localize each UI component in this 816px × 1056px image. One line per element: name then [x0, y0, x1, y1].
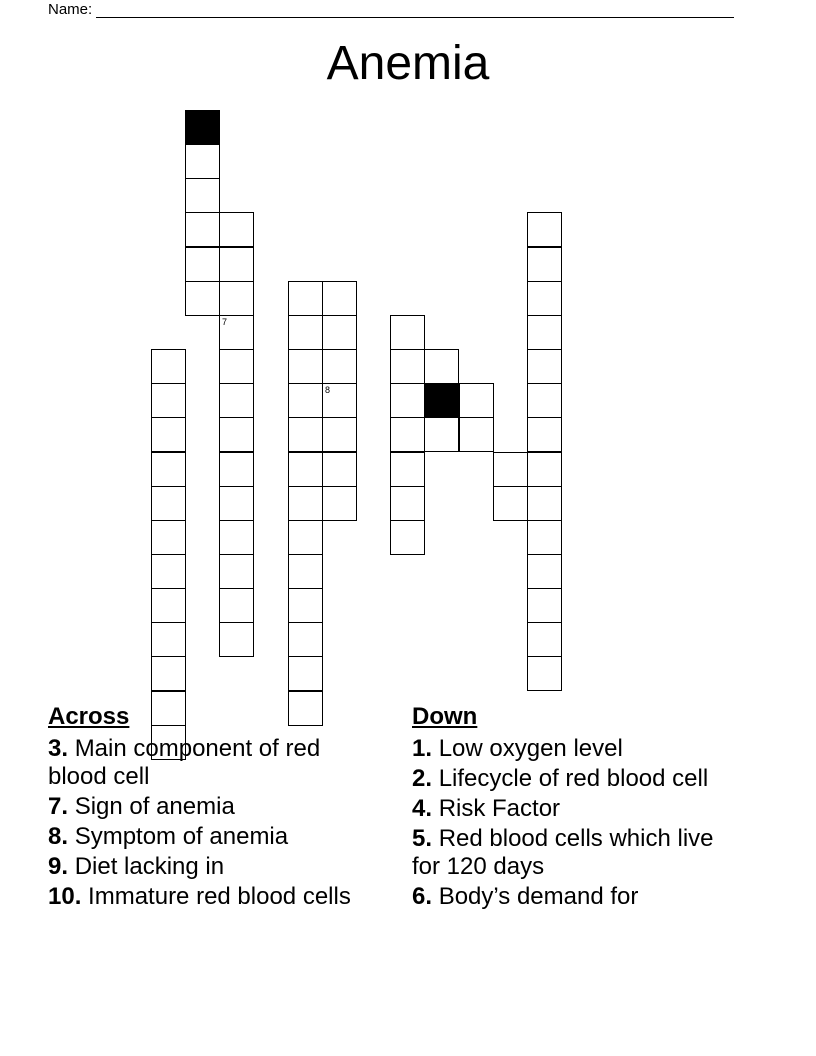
across-clue-list — [48, 735, 378, 911]
grid-cell[interactable] — [151, 656, 186, 691]
grid-cell[interactable] — [390, 486, 425, 521]
grid-cell[interactable] — [493, 486, 528, 521]
grid-cell[interactable] — [219, 349, 254, 384]
grid-cell[interactable] — [322, 315, 357, 350]
grid-black-square — [185, 110, 220, 145]
grid-cell[interactable] — [151, 383, 186, 418]
clue-number: 1. — [412, 735, 433, 762]
grid-cell[interactable] — [219, 588, 254, 623]
grid-cell[interactable] — [288, 486, 323, 521]
grid-cell[interactable] — [219, 622, 254, 657]
grid-cell[interactable] — [185, 281, 220, 316]
clue-text: Body’s demand for — [438, 883, 639, 910]
grid-cell[interactable] — [390, 417, 425, 452]
grid-cell[interactable] — [527, 452, 562, 487]
grid-cell[interactable] — [459, 417, 494, 452]
grid-cell[interactable] — [151, 554, 186, 589]
grid-cell[interactable] — [459, 383, 494, 418]
clue-number: 4. — [412, 795, 433, 822]
grid-cell[interactable] — [288, 383, 323, 418]
clue-number: 2. — [412, 765, 433, 792]
across-clue — [48, 793, 378, 821]
grid-cell[interactable] — [219, 452, 254, 487]
grid-cell[interactable] — [288, 315, 323, 350]
grid-cell[interactable] — [390, 383, 425, 418]
down-clue — [412, 735, 742, 763]
grid-cell[interactable] — [288, 349, 323, 384]
grid-cell[interactable] — [219, 247, 254, 282]
grid-cell[interactable] — [322, 349, 357, 384]
grid-cell[interactable] — [527, 588, 562, 623]
clue-text: Diet lacking in — [74, 853, 225, 880]
grid-cell[interactable] — [151, 588, 186, 623]
grid-cell[interactable] — [185, 178, 220, 213]
grid-cell[interactable] — [151, 349, 186, 384]
down-clue — [412, 795, 742, 823]
grid-cell[interactable] — [527, 212, 562, 247]
grid-cell[interactable] — [288, 622, 323, 657]
grid-cell[interactable] — [424, 349, 459, 384]
name-label: Name: — [48, 1, 93, 18]
grid-cell[interactable] — [219, 212, 254, 247]
clue-text: Main component of red blood cell — [48, 735, 321, 790]
down-clues — [412, 703, 742, 913]
grid-cell[interactable] — [390, 349, 425, 384]
across-clue — [48, 853, 378, 881]
across-clue — [48, 823, 378, 851]
grid-cell[interactable] — [288, 656, 323, 691]
clue-text: Risk Factor — [438, 795, 561, 822]
grid-cell[interactable] — [527, 281, 562, 316]
grid-cell[interactable] — [288, 452, 323, 487]
down-clue — [412, 825, 742, 881]
clue-text: Red blood cells which live for 120 days — [412, 825, 714, 880]
clue-text: Symptom of anemia — [74, 823, 289, 850]
grid-cell[interactable] — [527, 554, 562, 589]
grid-cell[interactable] — [493, 452, 528, 487]
grid-cell[interactable] — [322, 281, 357, 316]
grid-cell[interactable] — [390, 315, 425, 350]
grid-cell[interactable] — [288, 417, 323, 452]
across-heading: Across — [48, 703, 130, 730]
clue-text: Low oxygen level — [438, 735, 623, 762]
grid-cell[interactable] — [151, 417, 186, 452]
grid-cell[interactable] — [151, 486, 186, 521]
down-heading: Down — [412, 703, 478, 730]
clue-number: 6. — [412, 883, 433, 910]
grid-cell[interactable] — [527, 622, 562, 657]
grid-cell[interactable] — [151, 452, 186, 487]
grid-cell[interactable] — [185, 247, 220, 282]
grid-cell[interactable] — [219, 520, 254, 555]
across-clues — [48, 703, 378, 913]
across-clue — [48, 735, 378, 791]
clue-text: Immature red blood cells — [88, 883, 351, 910]
grid-cell[interactable] — [219, 315, 254, 350]
down-clue-list — [412, 735, 742, 911]
grid-cell[interactable] — [527, 383, 562, 418]
grid-cell[interactable] — [219, 486, 254, 521]
grid-cell[interactable] — [288, 588, 323, 623]
grid-cell[interactable] — [527, 656, 562, 691]
clue-text: Lifecycle of red blood cell — [438, 765, 709, 792]
grid-cell[interactable] — [322, 383, 357, 418]
grid-cell[interactable] — [527, 486, 562, 521]
grid-cell[interactable] — [527, 349, 562, 384]
grid-cell[interactable] — [322, 452, 357, 487]
grid-cell[interactable] — [185, 212, 220, 247]
grid-cell[interactable] — [390, 520, 425, 555]
grid-cell[interactable] — [185, 144, 220, 179]
grid-cell[interactable] — [219, 281, 254, 316]
down-clue — [412, 765, 742, 793]
grid-cell[interactable] — [288, 554, 323, 589]
grid-cell[interactable] — [219, 554, 254, 589]
grid-cell[interactable] — [527, 417, 562, 452]
clue-number: 5. — [412, 825, 433, 852]
grid-cell[interactable] — [527, 520, 562, 555]
clue-number: 8. — [48, 823, 69, 850]
grid-cell[interactable] — [151, 520, 186, 555]
grid-cell[interactable] — [527, 247, 562, 282]
grid-cell[interactable] — [219, 383, 254, 418]
page-title: Anemia — [326, 37, 490, 90]
clue-number: 9. — [48, 853, 69, 880]
cell-number: 8 — [325, 385, 331, 395]
grid-cell[interactable] — [151, 622, 186, 657]
down-clue — [412, 883, 742, 911]
grid-cell[interactable] — [424, 417, 459, 452]
cell-number: 7 — [222, 317, 228, 327]
clue-number: 3. — [48, 735, 69, 762]
grid-cell[interactable] — [288, 281, 323, 316]
grid-cell[interactable] — [527, 315, 562, 350]
across-clue — [48, 883, 378, 911]
grid-cell[interactable] — [322, 486, 357, 521]
clue-number: 10. — [48, 883, 82, 910]
grid-cell[interactable] — [288, 520, 323, 555]
grid-cell[interactable] — [390, 452, 425, 487]
clue-number: 7. — [48, 793, 69, 820]
grid-cell[interactable] — [322, 417, 357, 452]
grid-cell[interactable] — [219, 417, 254, 452]
clue-text: Sign of anemia — [74, 793, 235, 820]
grid-black-square — [424, 383, 459, 418]
